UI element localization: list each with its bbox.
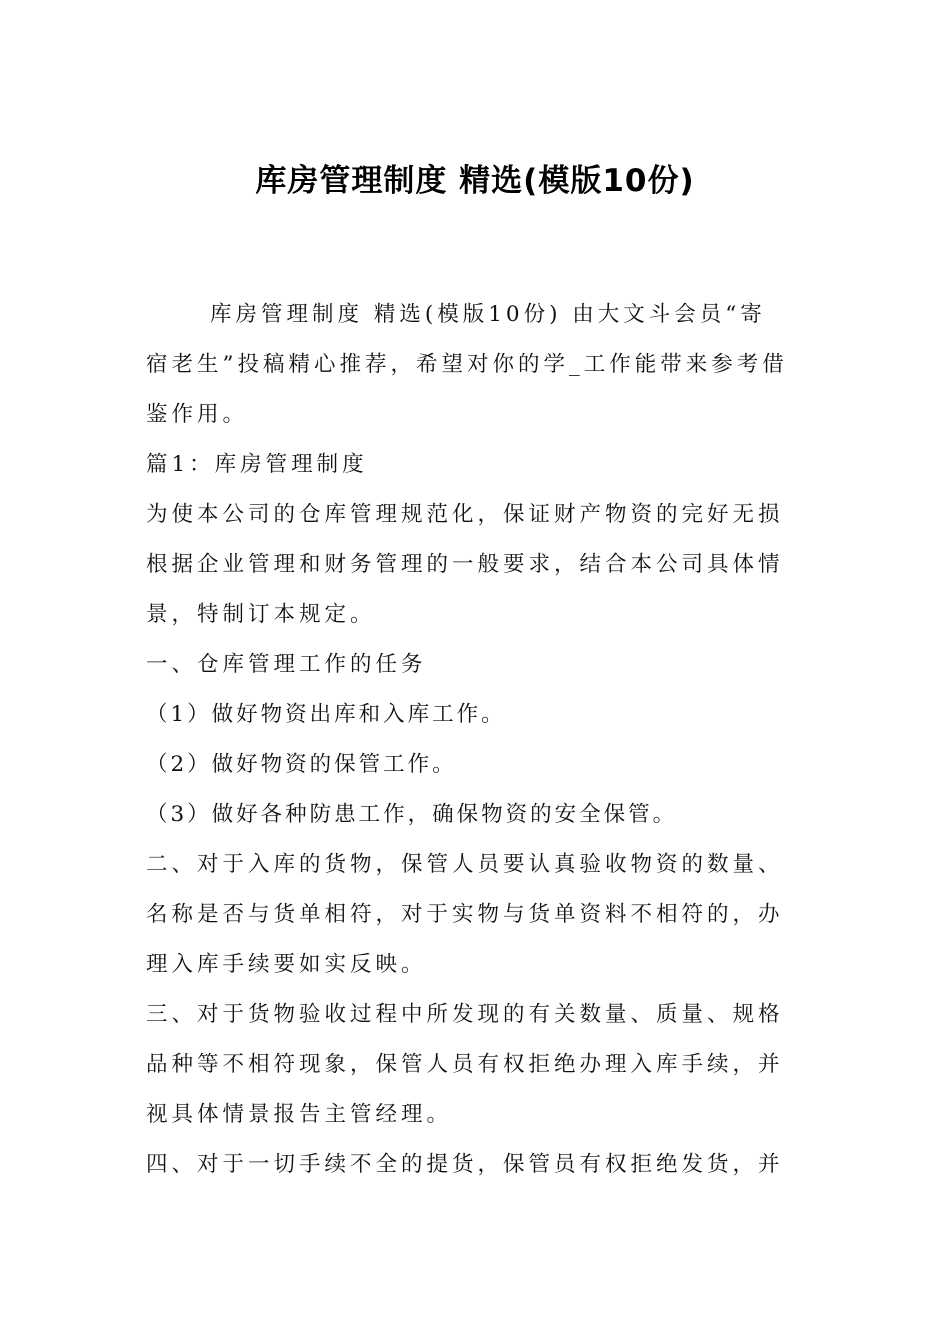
purpose-line-1: 为使本公司的仓库管理规范化，保证财产物资的完好无损 (146, 502, 784, 527)
intro-line-1: 库房管理制度 精选(模版10份) 由大文斗会员“寄 (210, 302, 766, 327)
clause-2-line-1: 二、对于入库的货物，保管人员要认真验收物资的数量、 (146, 852, 784, 877)
document-title: 库房管理制度 精选(模版10份) (255, 163, 695, 199)
clause-3-line-2: 品种等不相符现象，保管人员有权拒绝办理入库手续，并 (146, 1052, 784, 1077)
purpose-line-2: 根据企业管理和财务管理的一般要求，结合本公司具体情 (146, 552, 784, 577)
section-heading: 篇1：库房管理制度 (146, 452, 368, 477)
clause-1-item-3: （3）做好各种防患工作，确保物资的安全保管。 (146, 802, 678, 827)
clause-2-line-3: 理入库手续要如实反映。 (146, 952, 427, 977)
document-body (146, 290, 806, 1190)
intro-line-2: 宿老生”投稿精心推荐，希望对你的学_工作能带来参考借 (146, 352, 788, 377)
clause-2-line-2: 名称是否与货单相符，对于实物与货单资料不相符的，办 (146, 902, 784, 927)
clause-4-line-1: 四、对于一切手续不全的提货，保管员有权拒绝发货，并 (146, 1152, 784, 1177)
purpose-line-3: 景，特制订本规定。 (146, 602, 376, 627)
intro-line-3: 鉴作用。 (146, 402, 249, 427)
clause-1-item-2: （2）做好物资的保管工作。 (146, 752, 457, 777)
clause-3-line-1: 三、对于货物验收过程中所发现的有关数量、质量、规格 (146, 1002, 784, 1027)
clause-1-heading: 一、仓库管理工作的任务 (146, 652, 427, 677)
clause-1-item-1: （1）做好物资出库和入库工作。 (146, 702, 506, 727)
clause-3-line-3: 视具体情景报告主管经理。 (146, 1102, 453, 1127)
